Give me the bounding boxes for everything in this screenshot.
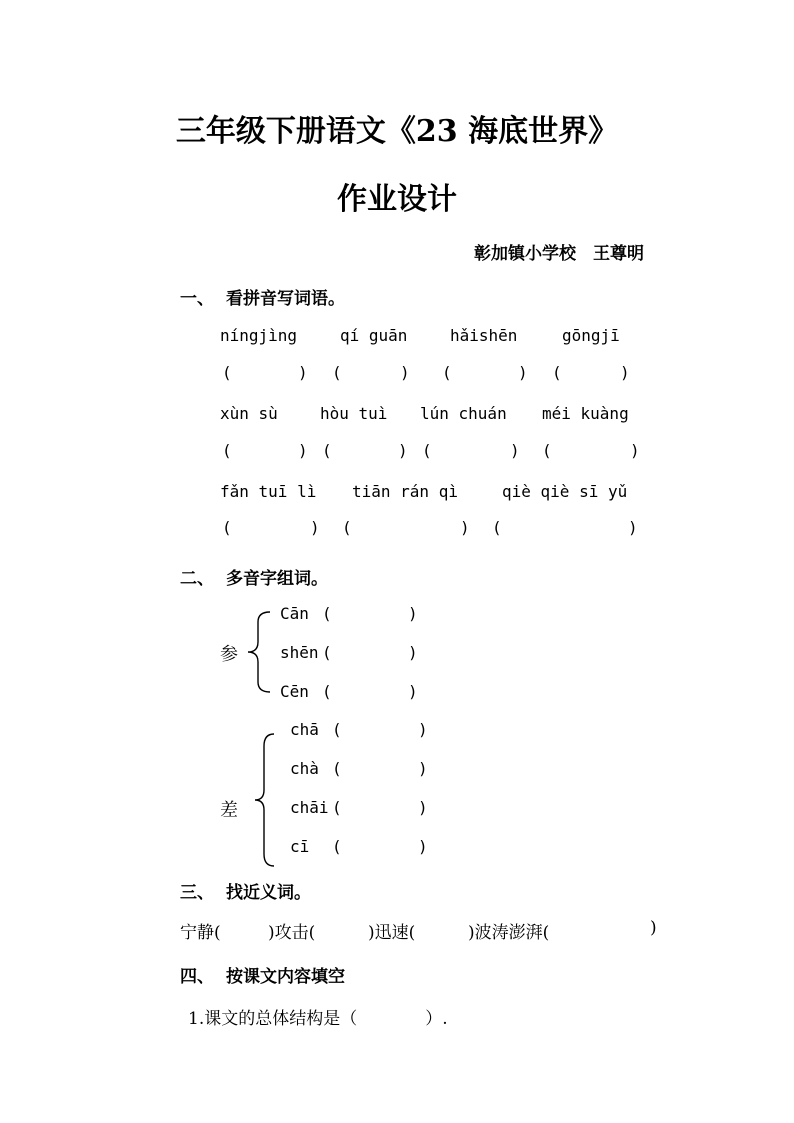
- polyphone-char: 参: [220, 644, 238, 665]
- answer-paren-open[interactable]: (: [322, 682, 332, 701]
- author-line: 彰加镇小学校 王尊明: [474, 244, 644, 264]
- synonym-item: )迅速(: [368, 923, 416, 943]
- synonym-item: )波涛澎湃(: [468, 923, 550, 943]
- answer-paren-open[interactable]: (: [552, 363, 562, 382]
- polyphone-reading: chāi: [290, 798, 329, 817]
- page-subtitle: 作业设计: [337, 182, 457, 217]
- answer-paren-close: ): [408, 604, 418, 623]
- section-2-label: 多音字组词。: [226, 569, 328, 589]
- section-4-label: 按课文内容填空: [226, 967, 345, 987]
- pinyin-word: lún chuán: [420, 404, 507, 423]
- pinyin-word: gōngjī: [562, 326, 620, 345]
- answer-paren-open[interactable]: (: [492, 518, 502, 537]
- answer-paren-open[interactable]: (: [322, 441, 332, 460]
- pinyin-word: qí guān: [340, 326, 408, 345]
- section-3-number: 三、: [180, 883, 214, 903]
- section-1-number: 一、: [180, 289, 214, 309]
- answer-paren-open[interactable]: (: [332, 837, 342, 856]
- answer-paren-open[interactable]: (: [342, 518, 352, 537]
- polyphone-char: 差: [220, 800, 238, 821]
- pinyin-word: hǎishēn: [450, 326, 518, 345]
- answer-paren-open[interactable]: (: [422, 441, 432, 460]
- answer-paren-close: ): [418, 798, 428, 817]
- answer-paren-close: ): [460, 518, 470, 537]
- answer-paren-open[interactable]: (: [322, 604, 332, 623]
- curly-brace-icon: [244, 610, 272, 694]
- answer-paren-close: ): [630, 441, 640, 460]
- answer-paren-close: ): [518, 363, 528, 382]
- answer-paren-close: ): [310, 518, 320, 537]
- answer-paren-close: ): [400, 363, 410, 382]
- answer-paren-close: ): [418, 759, 428, 778]
- pinyin-word: tiān rán qì: [352, 482, 458, 501]
- synonym-item: 宁静(: [180, 923, 221, 943]
- pinyin-word: fǎn tuī lì: [220, 482, 317, 501]
- synonym-item: )攻击(: [268, 923, 316, 943]
- polyphone-reading: chā: [290, 720, 319, 739]
- section-1-label: 看拼音写词语。: [226, 289, 345, 309]
- answer-paren-close: ): [408, 682, 418, 701]
- section-4-number: 四、: [180, 967, 214, 987]
- pinyin-word: qiè qiè sī yǔ: [502, 482, 628, 501]
- section-2-number: 二、: [180, 569, 214, 589]
- answer-paren-open[interactable]: (: [332, 363, 342, 382]
- answer-paren-open[interactable]: (: [332, 759, 342, 778]
- polyphone-reading: Cēn: [280, 682, 309, 701]
- answer-paren-close: ): [418, 720, 428, 739]
- answer-paren-open[interactable]: (: [332, 720, 342, 739]
- pinyin-word: níngjìng: [220, 326, 298, 345]
- answer-paren-close: ): [510, 441, 520, 460]
- section-3-label: 找近义词。: [226, 883, 311, 903]
- synonym-item: ): [650, 918, 657, 938]
- page-title: 三年级下册语文《23 海底世界》: [175, 114, 619, 149]
- polyphone-reading: shēn: [280, 643, 319, 662]
- polyphone-reading: cī: [290, 837, 310, 856]
- curly-brace-icon: [252, 732, 278, 868]
- answer-paren-close: ): [408, 643, 418, 662]
- pinyin-word: xùn sù: [220, 404, 278, 423]
- pinyin-word: hòu tuì: [320, 404, 388, 423]
- answer-paren-open[interactable]: (: [322, 643, 332, 662]
- answer-paren-open[interactable]: (: [222, 363, 232, 382]
- answer-paren-close: ): [298, 363, 308, 382]
- answer-paren-close: ): [620, 363, 630, 382]
- answer-paren-open[interactable]: (: [442, 363, 452, 382]
- fill-question: 1.课文的总体结构是（ ）.: [188, 1009, 448, 1029]
- answer-paren-open[interactable]: (: [332, 798, 342, 817]
- polyphone-reading: Cān: [280, 604, 309, 623]
- answer-paren-open[interactable]: (: [222, 518, 232, 537]
- answer-paren-close: ): [398, 441, 408, 460]
- answer-paren-close: ): [628, 518, 638, 537]
- polyphone-reading: chà: [290, 759, 319, 778]
- pinyin-word: méi kuàng: [542, 404, 629, 423]
- answer-paren-close: ): [418, 837, 428, 856]
- answer-paren-open[interactable]: (: [542, 441, 552, 460]
- answer-paren-close: ): [298, 441, 308, 460]
- answer-paren-open[interactable]: (: [222, 441, 232, 460]
